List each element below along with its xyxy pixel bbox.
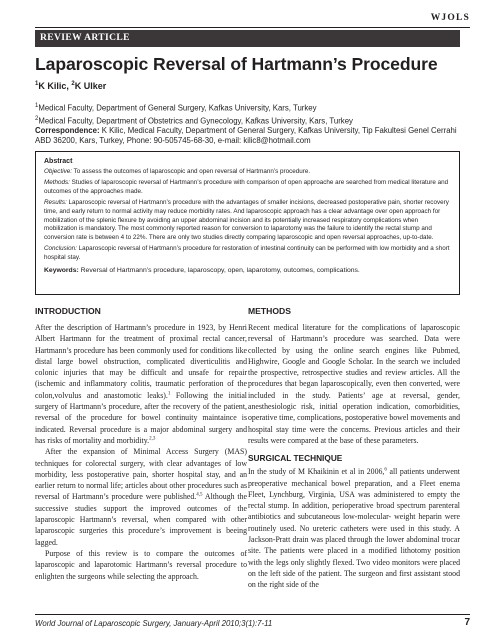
affiliation-text: Medical Faculty, Department of General Surgery, Kafkas University, Kars, Turkey: [38, 103, 317, 113]
page-number: 7: [464, 617, 470, 628]
citation: 1: [167, 391, 171, 397]
objective-label: Objective:: [44, 167, 72, 175]
affiliation-line: [35, 101, 353, 114]
affiliation-sup: 1: [35, 103, 39, 109]
author-sup: 1: [35, 81, 39, 87]
abstract-results: [44, 199, 451, 242]
objective-text: To assess the outcomes of laparoscopic and open reversal of Hartmann’s procedure.: [72, 167, 311, 175]
abstract-heading: Abstract: [44, 158, 73, 165]
results-label: Results:: [44, 199, 67, 207]
citation: 6: [384, 467, 387, 473]
conclusion-label: Conclusion:: [44, 245, 77, 253]
intro-text: Following the initial surgery of Hartmann’s procedure, after the recovery of the patient, reversal of the procedure for bowel continuity maintaince is indicated. Reversal procedure is a major abdominal surgery and has risks of mortality and morbidity.: [35, 390, 247, 445]
abstract-keywords: [44, 267, 451, 276]
methods-paragraph: Recent medical literature for the complications of laparoscopic reversal of Hartmann’s procedure was searched. Data were collected by using the online search engines like Pubmed, Highwire, Google and Google Scholar. In the search we included the prospective, retrospective studies and review articles. All the procedures that began laparoscopically, even then converted, were included in the study. Patients’ age at reversal, gender, anesthesiologic risk, initial operation indication, comorbidities, operative time, complications, postoperative bowel movements and hospital stay time were the concerns. Previous articles and their results were compared at the base of these parameters.: [248, 323, 460, 445]
surgical-technique-heading: SURGICAL TECHNIQUE: [248, 453, 343, 464]
article-type-banner: REVIEW ARTICLE: [35, 30, 460, 47]
introduction-paragraph-3: Purpose of this review is to compare the outcomes of laparoscopic and laparotomic Hartmann’s reversal procedure to enlighten the surgeons while selecting the approach.: [35, 548, 247, 581]
intro-text: Although the successive studies support the improved outcomes of the laparoscopic Hartmann’s reversal, when compared with other laparoscopic surgeries this procedure’s improvement is beeing lagged.: [35, 492, 247, 547]
abstract-conclusion: [44, 245, 451, 262]
left-column: [35, 306, 247, 582]
footer-rule: [35, 614, 470, 615]
abstract-methods: [44, 179, 451, 196]
affiliation-sup: 2: [35, 116, 39, 123]
author-list: [35, 81, 106, 91]
affiliations: [35, 101, 353, 127]
technique-text: In the study of M Khaikinin et al in 2006,: [248, 467, 385, 477]
results-text: Laparoscopic reversal of Hartmann’s procedure with the advantages of smaller incisions, decreased postoperative pain, shorter recovery time, and early return to normal activity may reduce morbidity rates. And laparoscopic approach has a clear advantage over open approach for mobilization of the splenic flexure by avoiding an upper abdominal incision and its potentially increased respiratory complications when mobilization is mandatory. The most commonly reported reason for conversion to laparotomy was the failure to identify the rectal stump and conversion rate is between 4 to 22%. There are only two studies directly comparing laparoscopic and open reversal approaches, up-to-date.: [44, 199, 449, 241]
journal-tag: WJOLS: [430, 13, 470, 23]
footer-journal-citation: World Journal of Laparoscopic Surgery, January-April 2010;3(1):7-11: [35, 619, 273, 628]
correspondence-text: K Kilic, Medical Faculty, Department of General Surgery, Kafkas University, Tip Fakultesi Genel Cerrahi ABD 36200, Kars, Turkey, Phone: 90-505745-68-30, e-mail: kilic8@hotmail.com: [35, 126, 457, 145]
paper-title: Laparoscopic Reversal of Hartmann’s Procedure: [35, 54, 438, 74]
introduction-heading: INTRODUCTION: [35, 306, 101, 316]
citation: 2,3: [149, 436, 156, 442]
methods-label: Methods:: [44, 179, 70, 187]
abstract-box: [35, 151, 460, 295]
conclusion-text: Laparoscopic reversal of Hartmann’s procedure for restoration of intestinal continuity can be performed with low morbidity and a short hospital stay.: [44, 245, 450, 261]
author-name: K Kilic,: [38, 81, 72, 91]
surgical-technique-paragraph: [248, 466, 460, 590]
intro-text: After the description of Hartmann’s procedure in 1923, by Henri Albert Hartmann for the treatment of proximal rectal cancer, Hartmann’s procedure has been commonly used for conditions like distal large bowel obstruction, complicated diverticulitis and colonic injuries that may be difficult and unsafe for repair (ischemic and inflammatory colitis, traumatic perforation of the colon,volvulus and anastomotic leaks).: [35, 323, 247, 400]
technique-text: all patients underwent preoperative mechanical bowel preparation, and a Fleet enema Fleet, Lynchburg, Virginia, USA was administered to empty the rectal stump. In addition, perioperative broad spectrum parenteral antibiotics and subcutaneous low-molecular- weight heparin were routinely used. No ureteric catheters were used in this study. A Jackson-Pratt drain was placed through the lower abdominal trocar site. The patients were placed in a modified lithotomy position with the legs only slightly flexed. Two video monitors were placed on the left side of the patient. The surgeon and first assistant stood on the right side of the: [248, 467, 460, 590]
author-name: K Ulker: [74, 81, 107, 91]
methods-text: Studies of laparoscopic reversal of Hartmann’s procedure with comparison of open approache are searched from medical literature and outcomes of the approaches made.: [44, 179, 449, 195]
intro-text: After the expansion of Minimal Access Surgery (MAS) techniques for colorectal surgery, with clear advantages of low morbidity, less postoperative pain, shorter hospital stay, and an earlier return to normal life; articles about other procedures such as reversal of Hartmann’s procedure were published.: [35, 447, 247, 502]
keywords-text: Reversal of Hartmann’s procedure, laparoscopy, open, laparotomy, outcomes, complications.: [78, 266, 360, 274]
introduction-paragraph-1: [35, 322, 247, 446]
affiliation-text: Medical Faculty, Department of Obstetrics and Gynecology, Kafkas University, Kars, Turkey: [38, 116, 353, 126]
author-sup: 2: [71, 81, 75, 87]
methods-heading: METHODS: [248, 306, 291, 316]
right-column: [248, 306, 460, 591]
correspondence: [35, 126, 460, 146]
introduction-paragraph-2: [35, 446, 247, 548]
correspondence-label: Correspondence:: [35, 126, 100, 135]
top-rule: [35, 27, 470, 28]
citation: 4,5: [196, 492, 203, 498]
abstract-objective: [44, 168, 451, 177]
keywords-label: Keywords:: [44, 266, 79, 274]
